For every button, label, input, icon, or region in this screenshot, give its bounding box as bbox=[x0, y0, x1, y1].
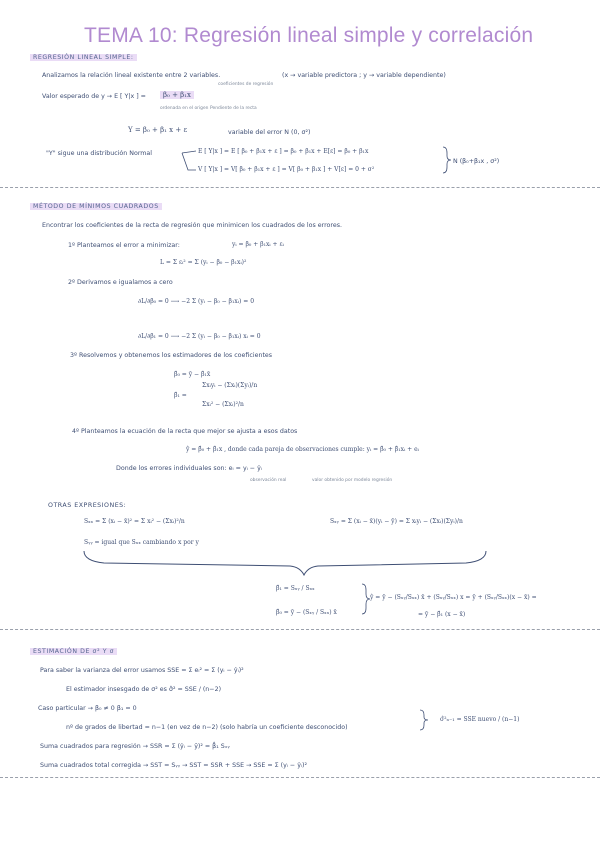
s2-deriv-1: ∂L/∂β₀ = 0 ⟶ −2 Σ (yᵢ − β₀ − β₁xᵢ) = 0 bbox=[138, 298, 255, 305]
s3-line-3: Caso particular → β₀ ≠ 0 β₁ = 0 bbox=[38, 705, 137, 712]
s1-normal-result: N (β₀+β₁x , σ²) bbox=[453, 158, 500, 165]
s1-line-3: Y = β₀ + β₁ x + ε bbox=[128, 126, 188, 134]
s2-step-1-L: L = Σ εᵢ² = Σ (yᵢ − β₀ − β₁xᵢ)² bbox=[160, 259, 247, 266]
otras-expresiones-heading: OTRAS EXPRESIONES: bbox=[48, 502, 127, 509]
s1-line-2: Valor esperado de y → E [ Y|x ] = bbox=[42, 93, 146, 100]
s2-beta0: β̂₀ = ȳ − β̂₁x̄ bbox=[174, 371, 211, 378]
s2-beta1-num: Σxᵢyᵢ − (Σxᵢ)(Σyᵢ)/n bbox=[202, 382, 258, 389]
s1-line-1: Analizamos la relación lineal existente entre 2 variables. bbox=[42, 72, 221, 79]
s1-line-3-note: variable del error N (0, σ²) bbox=[228, 129, 311, 136]
s2-step-1: 1º Planteamos el error a minimizar: bbox=[68, 242, 180, 249]
sxy-formula: Sₓᵧ = Σ (xᵢ − x̄)(yᵢ − ȳ) = Σ xᵢyᵢ − (Σxᵢ)(Σyᵢ)/n bbox=[330, 518, 463, 525]
s2-step-2: 2º Derivamos e igualamos a cero bbox=[68, 279, 173, 286]
s3-line-2: El estimador insesgado de σ² es σ̂² = SSE / (n−2) bbox=[66, 686, 222, 693]
beta0-sxx: β̂₀ = ȳ − (Sₓᵧ / Sₓₓ) x̄ bbox=[276, 609, 337, 616]
s1-line-4: "Y" sigue una distribución Normal bbox=[46, 150, 153, 157]
beta1-sxx: β̂₁ = Sₓᵧ / Sₓₓ bbox=[276, 585, 315, 592]
note-coeficientes: coeficientes de regresión bbox=[218, 82, 274, 87]
page-title: TEMA 10: Regresión lineal simple y correlación bbox=[84, 24, 534, 47]
s3-line-4: nº de grados de libertad = n−1 (en vez de n−2) (solo habría un coeficiente desconocido) bbox=[66, 724, 348, 731]
note-valor-modelo: valor obtenido por modelo regresión bbox=[312, 478, 393, 483]
yhat-expr-2: = ȳ − β̂₁ (x − x̄) bbox=[418, 611, 466, 618]
s2-step-1-eq: yᵢ = β₀ + β₁xᵢ + εᵢ bbox=[232, 241, 284, 248]
section-heading-regresion: REGRESIÓN LINEAL SIMPLE: bbox=[30, 54, 137, 61]
s3-line-6: Suma cuadrados total corregida → SST = Sᵧᵧ → SST = SSR + SSE → SSE = Σ (yᵢ − ŷᵢ)² bbox=[40, 762, 308, 769]
s2-step-4: 4º Planteamos la ecuación de la recta que mejor se ajusta a esos datos bbox=[72, 428, 298, 435]
s2-intro: Encontrar los coeficientes de la recta de regresión que minimicen los cuadrados de los errores. bbox=[42, 222, 343, 229]
s1-variance: V [ Y|x ] = V[ β₀ + β₁x + ε ] = V[ β₀ + β₁x ] + V[ε] = 0 + σ² bbox=[198, 166, 375, 173]
section-heading-minimos: MÉTODO DE MÍNIMOS CUADRADOS bbox=[30, 203, 162, 210]
syy-formula: Sᵧᵧ = igual que Sₓₓ cambiando x por y bbox=[84, 539, 199, 546]
s1-expectation: E [ Y|x ] = E [ β₀ + β₁x + ε ] = β₀ + β₁x + E[ε] = β₀ + β₁x bbox=[198, 148, 369, 155]
s1-line-1b: (x → variable predictora ; y → variable dependiente) bbox=[282, 72, 446, 79]
s2-step-3: 3º Resolvemos y obtenemos los estimadores de los coeficientes bbox=[70, 352, 273, 359]
s2-beta1-den: Σxᵢ² − (Σxᵢ)²/n bbox=[202, 401, 244, 408]
s2-beta1-lhs: β̂₁ = bbox=[174, 392, 187, 399]
s2-errors: Donde los errores individuales son: eᵢ = yᵢ − ŷᵢ bbox=[116, 465, 262, 472]
note-observacion: observación real bbox=[250, 478, 287, 483]
note-ordenada: ordenada en el origen bbox=[160, 106, 209, 111]
sxx-formula: Sₓₓ = Σ (xᵢ − x̄)² = Σ xᵢ² − (Σxᵢ)²/n bbox=[84, 518, 185, 525]
section-heading-estimacion: ESTIMACIÓN DE σ² Y σ bbox=[30, 648, 117, 655]
s1-line-2-eq: β₀ + β₁x bbox=[160, 91, 194, 99]
yhat-expr-1: ŷ = ȳ − (Sₓᵧ/Sₓₓ) x̄ + (Sₓᵧ/Sₓₓ) x = ȳ + (Sₓᵧ/Sₓₓ)(x − x̄) = bbox=[370, 594, 537, 601]
s3-line-1: Para saber la varianza del error usamos SSE = Σ eᵢ² = Σ (yᵢ − ŷᵢ)² bbox=[40, 667, 244, 674]
s2-deriv-2: ∂L/∂β₁ = 0 ⟶ −2 Σ (yᵢ − β₀ − β₁xᵢ) xᵢ = 0 bbox=[138, 333, 261, 340]
s2-step-4-eq: ŷ = β̂₀ + β̂₁x , donde cada pareja de observaciones cumple: yᵢ = β̂₀ + β̂₁xᵢ + eᵢ bbox=[186, 446, 419, 453]
s3-line-4-result: σ̂²ₙ₋₁ = SSE nuevo / (n−1) bbox=[440, 716, 520, 723]
s3-line-5: Suma cuadrados para regresión → SSR = Σ (ŷᵢ − ȳ)² = β̂₁ Sₓᵧ bbox=[40, 743, 230, 750]
note-pendiente: Pendiente de la recta bbox=[210, 106, 257, 111]
